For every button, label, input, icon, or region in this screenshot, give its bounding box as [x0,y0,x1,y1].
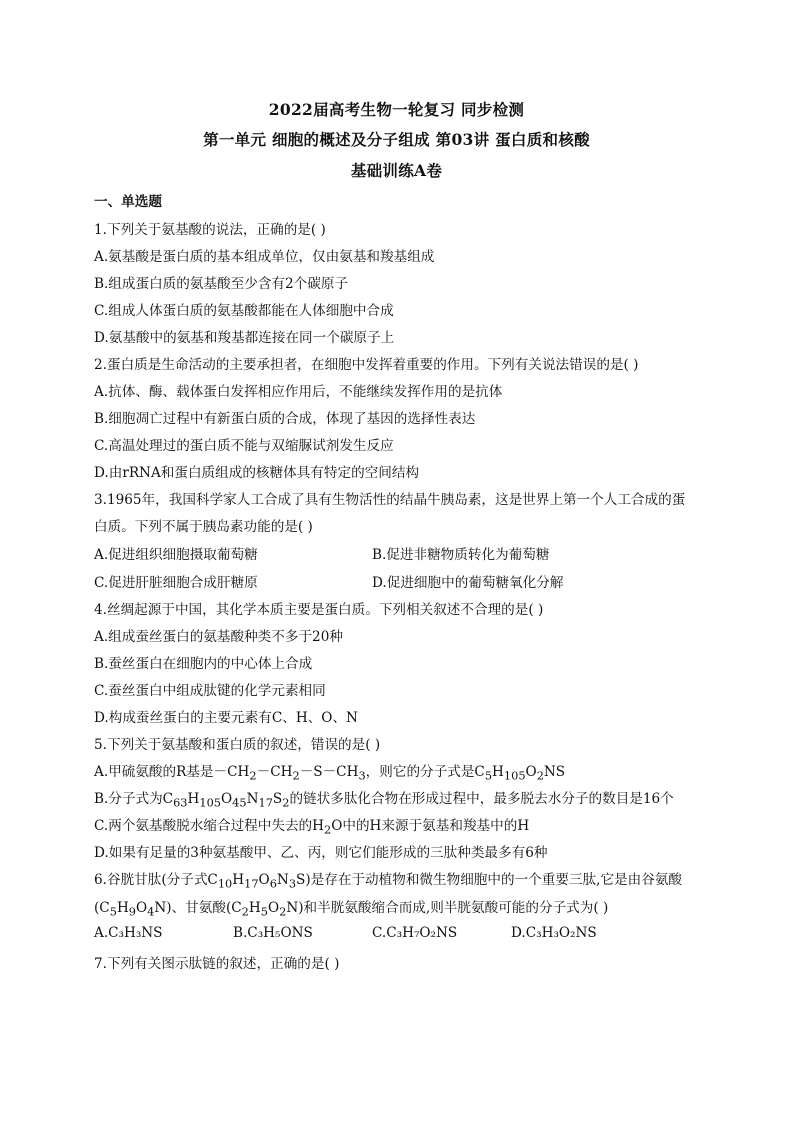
q4-option-b: B.蚕丝蛋白在细胞内的中心体上合成 [94,656,313,672]
q7-stem: 7.下列有关图示肽链的叙述，正确的是( ) [94,956,340,972]
q1-option-b: B.组成蛋白质的氨基酸至少含有2个碳原子 [94,276,349,292]
q6-stem-line1: 6.谷胱甘肽(分子式$C_{10}H_{17}O_6N_3S$)是存在于动植物和微生物细胞中的一个重要三肽,它是由谷氨酸 [94,872,683,891]
q2-option-d: D.由rRNA和蛋白质组成的核糖体具有特定的空间结构 [94,465,420,481]
q6-option-c: C.C₃H₇O₂NS [372,925,458,941]
section-heading: 一、单选题 [94,194,162,210]
q5-stem: 5.下列关于氨基酸和蛋白质的叙述，错误的是( ) [94,737,381,753]
doc-title: 2022届高考生物一轮复习 同步检测 [268,100,525,119]
q5-option-c: C.两个氨基酸脱水缩合过程中失去的$H_2O$中的H来源于氨基和羧基中的H [94,818,530,837]
q5-option-d: D.如果有足量的3种氨基酸甲、乙、丙，则它们能形成的三肽种类最多有6种 [94,845,548,861]
q5-option-b: B.分子式为$C_{63}H_{105}O_{45}N_{17}S_2$的链状多肽化合物在形成过程中，最多脱去水分子的数目是16个 [94,791,674,810]
q2-option-a: A.抗体、酶、载体蛋白发挥相应作用后，不能继续发挥作用的是抗体 [94,384,503,400]
q3-stem-line1: 3.1965年，我国科学家人工合成了具有生物活性的结晶牛胰岛素，这是世界上第一个人工合成的蛋 [94,492,686,508]
q6-option-a: A.C₃H₃NS [94,925,163,941]
q4-option-a: A.组成蚕丝蛋白的氨基酸种类不多于20种 [94,629,343,645]
q3-stem-line2: 白质。下列不属于胰岛素功能的是( ) [94,519,313,535]
q6-option-d: D.C₃H₃O₂NS [511,925,597,941]
q5-option-a: A.甲硫氨酸的R基是$-CH_2-CH_2-S-CH_3$，则它的分子式是$C_5H_{105}O_2NS$ [94,764,566,783]
q4-option-d: D.构成蚕丝蛋白的主要元素有C、H、O、N [94,710,358,726]
q3-option-d: D.促进细胞中的葡萄糖氧化分解 [372,575,564,591]
doc-subtitle: 第一单元 细胞的概述及分子组成 第03讲 蛋白质和核酸 [203,130,590,149]
q2-stem: 2.蛋白质是生命活动的主要承担者，在细胞中发挥着重要的作用。下列有关说法错误的是( ) [94,357,639,373]
q1-option-a: A.氨基酸是蛋白质的基本组成单位，仅由氨基和羧基组成 [94,249,435,265]
q2-option-c: C.高温处理过的蛋白质不能与双缩脲试剂发生反应 [94,438,394,454]
q3-option-c: C.促进肝脏细胞合成肝糖原 [94,575,258,591]
q6-option-b: B.C₃H₅ONS [233,925,313,941]
q4-option-c: C.蚕丝蛋白中组成肽键的化学元素相同 [94,683,326,699]
q6-stem-line2: $(C_5H_9O_4N)$、甘氨酸$(C_2H_5O_2N)$和半胱氨酸缩合而成,则半胱氨酸可能的分子式为( ) [94,900,609,919]
q3-option-a: A.促进组织细胞摄取葡萄糖 [94,547,258,563]
q3-option-b: B.促进非糖物质转化为葡萄糖 [372,547,550,563]
q1-stem: 1.下列关于氨基酸的说法，正确的是( ) [94,222,326,238]
q2-option-b: B.细胞凋亡过程中有新蛋白质的合成，体现了基因的选择性表达 [94,411,476,427]
q4-stem: 4.丝绸起源于中国，其化学本质主要是蛋白质。下列相关叙述不合理的是( ) [94,602,544,618]
q1-option-c: C.组成人体蛋白质的氨基酸都能在人体细胞中合成 [94,303,394,319]
q1-option-d: D.氨基酸中的氨基和羧基都连接在同一个碳原子上 [94,330,395,346]
doc-volume-title: 基础训练A卷 [350,161,443,180]
